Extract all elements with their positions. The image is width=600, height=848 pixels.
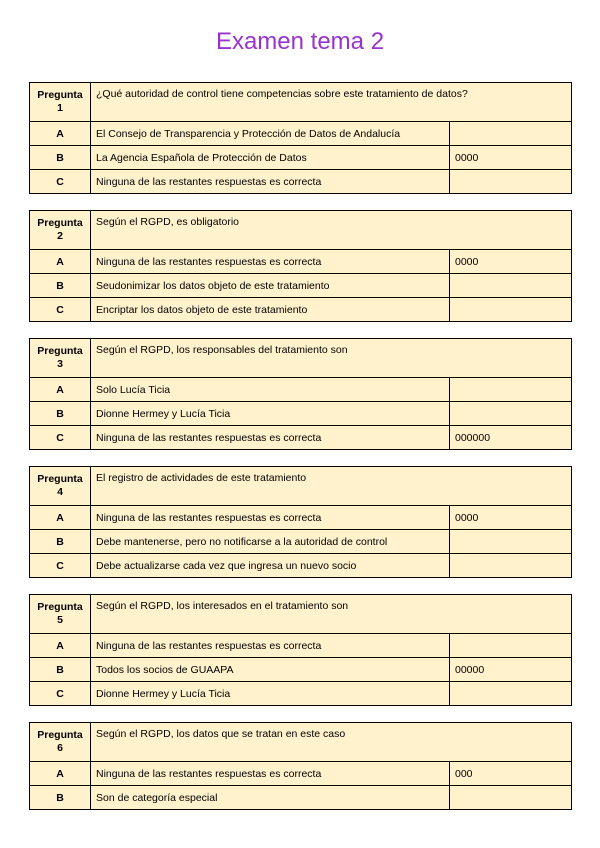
answer-text: Ninguna de las restantes respuestas es correcta [91, 762, 450, 786]
question-label: Pregunta [37, 89, 83, 101]
answer-text: Ninguna de las restantes respuestas es correcta [91, 250, 450, 274]
question-header-row [30, 595, 572, 634]
answer-row [30, 378, 572, 402]
answer-letter: A [30, 762, 91, 786]
answer-mark [450, 122, 572, 146]
answer-row [30, 426, 572, 450]
answer-text: Dionne Hermey y Lucía Ticia [91, 682, 450, 706]
answer-mark [450, 402, 572, 426]
answer-row [30, 122, 572, 146]
answer-text: Ninguna de las restantes respuestas es correcta [91, 506, 450, 530]
answer-letter: B [30, 402, 91, 426]
question-number-cell [30, 83, 91, 122]
answer-row [30, 634, 572, 658]
answer-text: Ninguna de las restantes respuestas es correcta [91, 170, 450, 194]
question-text: El registro de actividades de este tratamiento [91, 467, 572, 506]
answer-row [30, 506, 572, 530]
answer-text: La Agencia Española de Protección de Datos [91, 146, 450, 170]
answer-letter: B [30, 274, 91, 298]
answer-text: Encriptar los datos objeto de este tratamiento [91, 298, 450, 322]
question-table [29, 338, 572, 450]
answer-mark [450, 378, 572, 402]
answer-letter: C [30, 298, 91, 322]
question-number: 4 [57, 486, 63, 498]
question-text: Según el RGPD, los responsables del tratamiento son [91, 339, 572, 378]
question-text: ¿Qué autoridad de control tiene competencias sobre este tratamiento de datos? [91, 83, 572, 122]
answer-letter: C [30, 170, 91, 194]
question-number: 6 [57, 742, 63, 754]
answer-text: Ninguna de las restantes respuestas es correcta [91, 634, 450, 658]
question-table [29, 210, 572, 322]
answer-mark [450, 634, 572, 658]
answer-text: Debe actualizarse cada vez que ingresa un nuevo socio [91, 554, 450, 578]
answer-row [30, 786, 572, 810]
answer-mark: 000 [450, 762, 572, 786]
answer-row [30, 402, 572, 426]
answer-mark [450, 298, 572, 322]
answer-text: Dionne Hermey y Lucía Ticia [91, 402, 450, 426]
answer-letter: B [30, 530, 91, 554]
answer-row [30, 274, 572, 298]
answer-mark [450, 274, 572, 298]
answer-row [30, 146, 572, 170]
question-table [29, 722, 572, 810]
answer-mark [450, 170, 572, 194]
answer-row [30, 530, 572, 554]
answer-letter: A [30, 378, 91, 402]
answer-mark: 00000 [450, 658, 572, 682]
answer-text: Ninguna de las restantes respuestas es correcta [91, 426, 450, 450]
answer-letter: B [30, 658, 91, 682]
question-number-cell [30, 723, 91, 762]
question-number-cell [30, 339, 91, 378]
answer-text: Todos los socios de GUAAPA [91, 658, 450, 682]
answer-letter: A [30, 250, 91, 274]
answer-text: El Consejo de Transparencia y Protección de Datos de Andalucía [91, 122, 450, 146]
question-text: Según el RGPD, los interesados en el tratamiento son [91, 595, 572, 634]
question-table [29, 82, 572, 194]
question-header-row [30, 83, 572, 122]
question-header-row [30, 723, 572, 762]
answer-text: Son de categoría especial [91, 786, 450, 810]
answer-row [30, 554, 572, 578]
answer-row [30, 682, 572, 706]
question-table [29, 466, 572, 578]
question-table [29, 594, 572, 706]
answer-letter: B [30, 146, 91, 170]
answer-letter: A [30, 122, 91, 146]
answer-letter: C [30, 426, 91, 450]
answer-row [30, 762, 572, 786]
answer-mark [450, 682, 572, 706]
question-header-row [30, 467, 572, 506]
answer-mark: 0000 [450, 506, 572, 530]
answer-mark [450, 530, 572, 554]
answer-row [30, 298, 572, 322]
answer-mark [450, 554, 572, 578]
question-number-cell [30, 467, 91, 506]
answer-letter: A [30, 634, 91, 658]
question-header-row [30, 211, 572, 250]
answer-text: Seudonimizar los datos objeto de este tratamiento [91, 274, 450, 298]
answer-mark: 0000 [450, 250, 572, 274]
answer-mark: 000000 [450, 426, 572, 450]
question-number: 2 [57, 230, 63, 242]
question-number-cell [30, 211, 91, 250]
answer-letter: C [30, 682, 91, 706]
answer-letter: A [30, 506, 91, 530]
answer-row [30, 170, 572, 194]
question-number-cell [30, 595, 91, 634]
answer-text: Debe mantenerse, pero no notificarse a la autoridad de control [91, 530, 450, 554]
question-label: Pregunta [37, 473, 83, 485]
question-label: Pregunta [37, 217, 83, 229]
answer-text: Solo Lucía Ticia [91, 378, 450, 402]
question-label: Pregunta [37, 729, 83, 741]
answer-letter: B [30, 786, 91, 810]
question-label: Pregunta [37, 601, 83, 613]
answer-row [30, 250, 572, 274]
answer-letter: C [30, 554, 91, 578]
question-list [29, 82, 571, 826]
question-header-row [30, 339, 572, 378]
page-title: Examen tema 2 [215, 28, 385, 55]
answer-row [30, 658, 572, 682]
question-text: Según el RGPD, es obligatorio [91, 211, 572, 250]
question-number: 5 [57, 614, 63, 626]
answer-mark [450, 786, 572, 810]
question-text: Según el RGPD, los datos que se tratan en este caso [91, 723, 572, 762]
question-label: Pregunta [37, 345, 83, 357]
question-number: 3 [57, 358, 63, 370]
question-number: 1 [57, 102, 63, 114]
answer-mark: 0000 [450, 146, 572, 170]
